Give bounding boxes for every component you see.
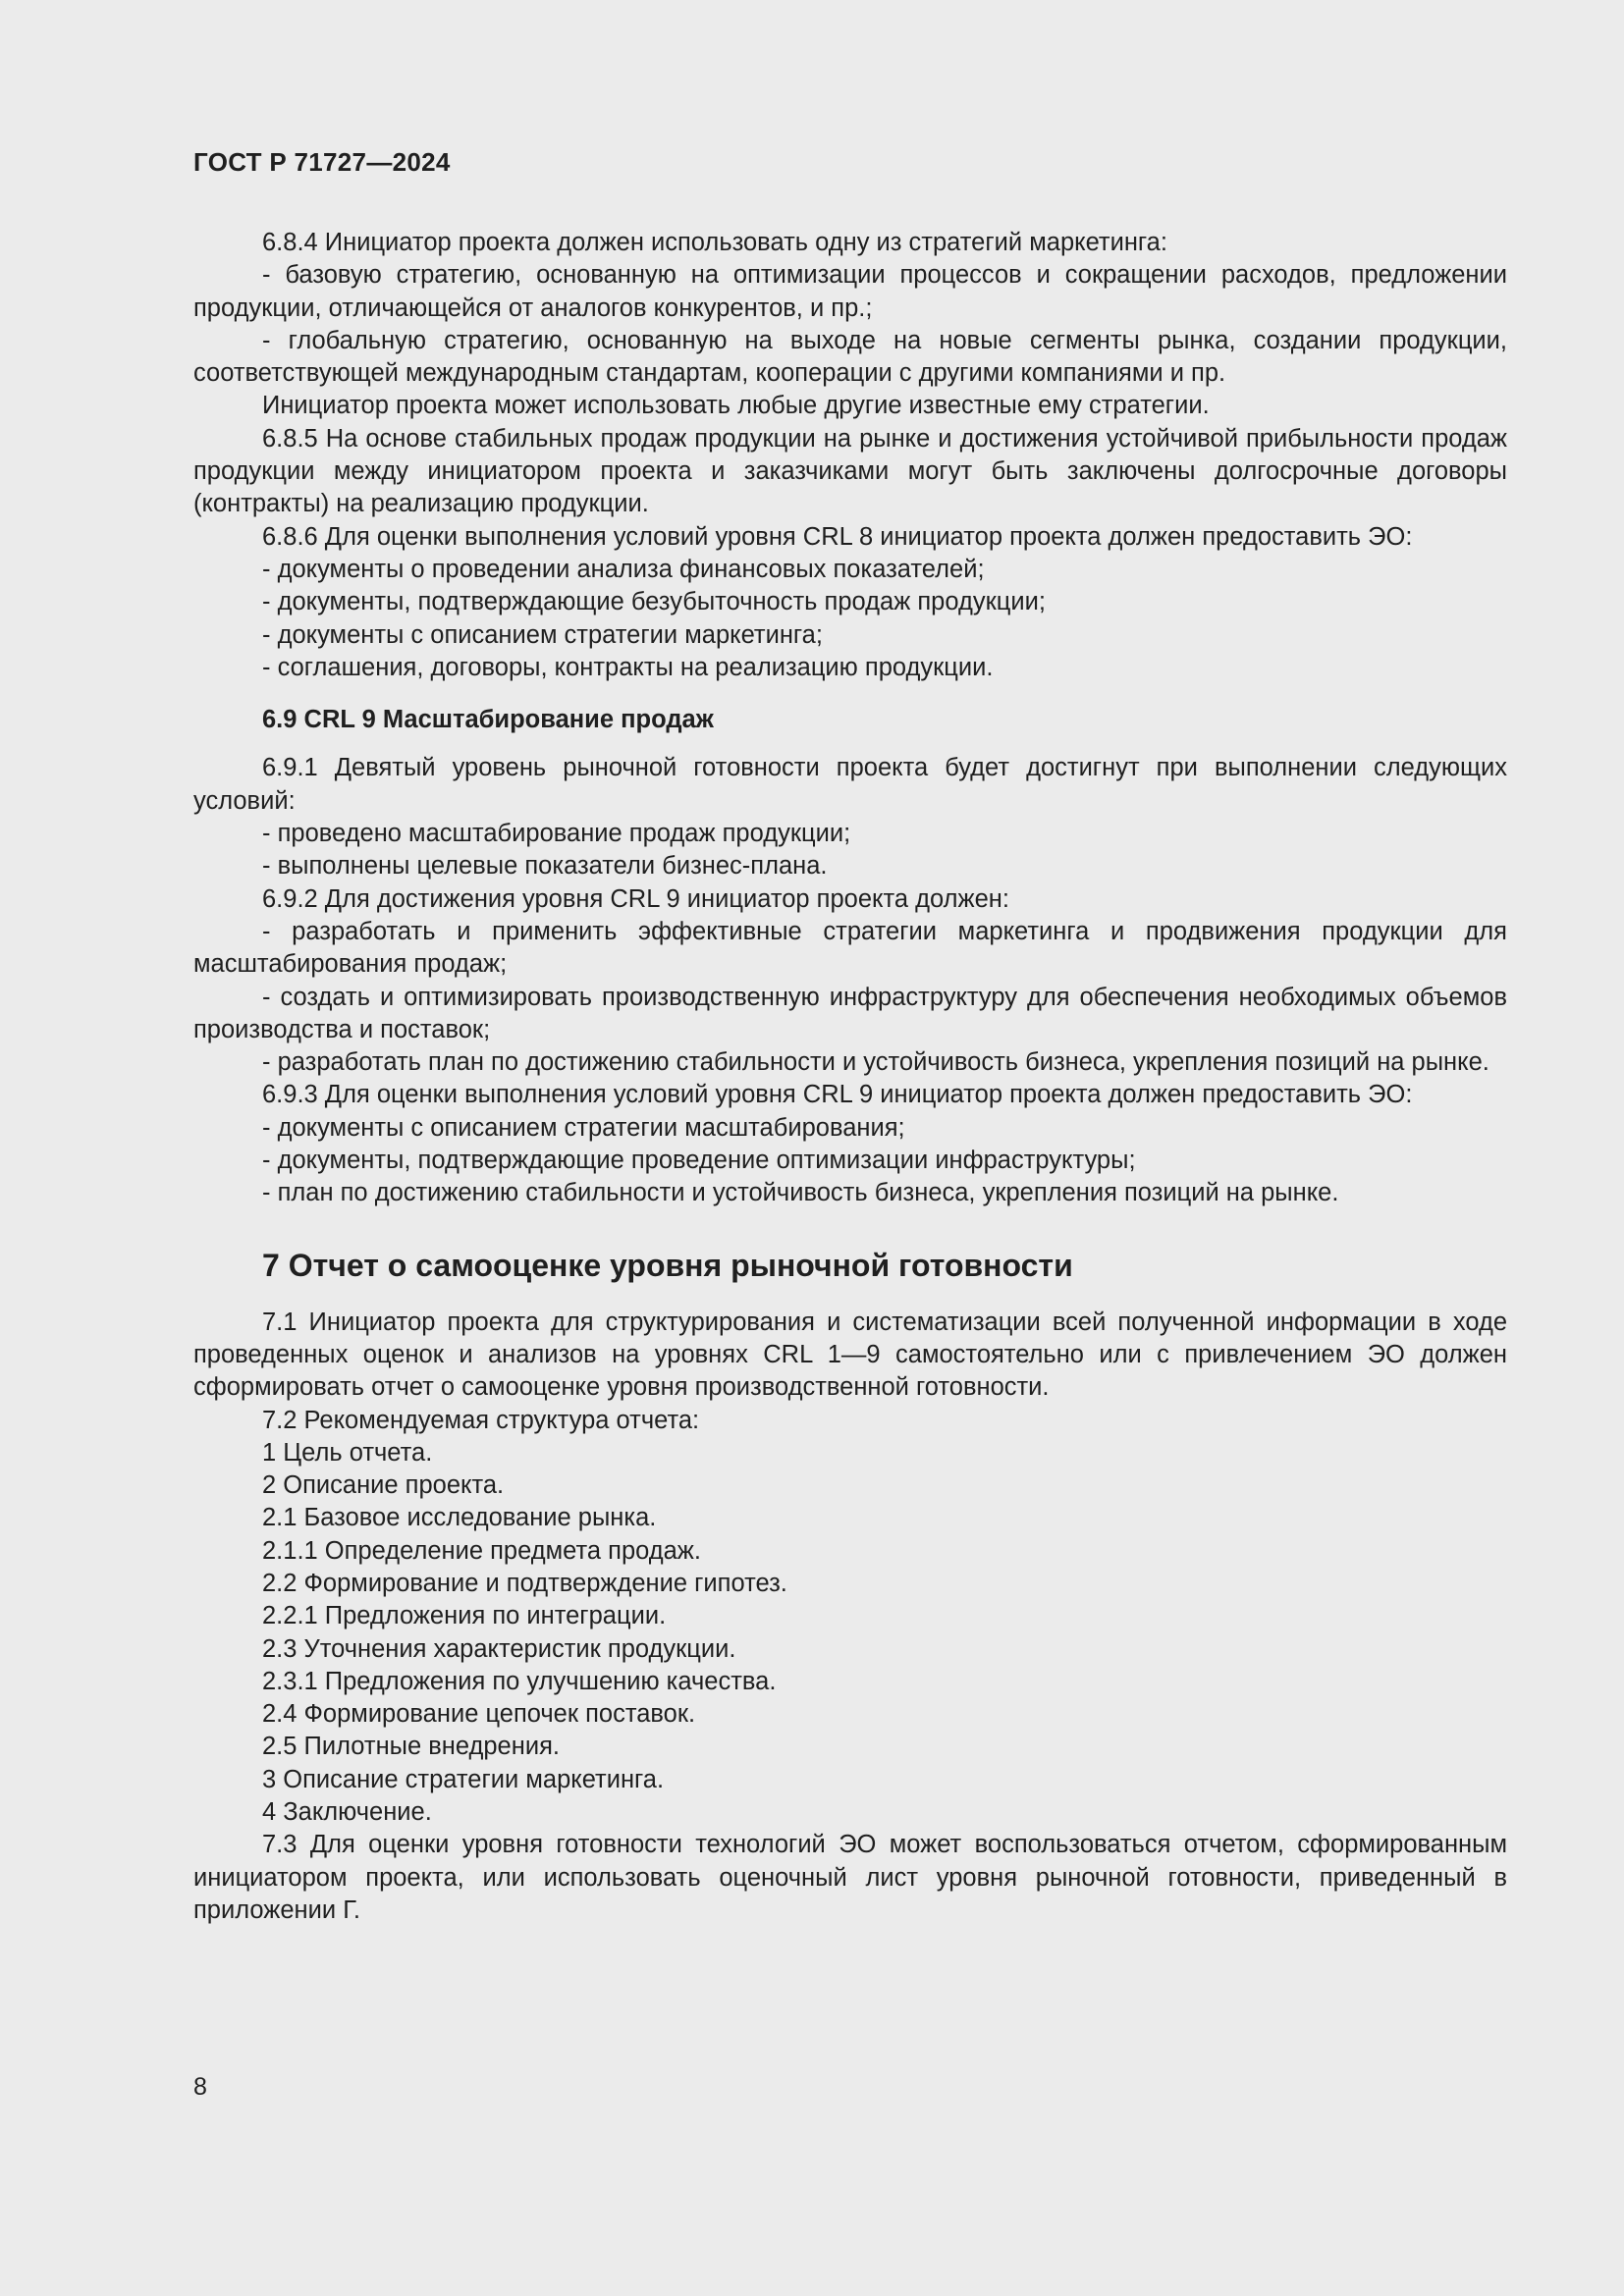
list-item: - документы о проведении анализа финансовых показателей; [262, 555, 985, 583]
structure-item: 2.2 Формирование и подтверждение гипотез. [262, 1569, 787, 1597]
list-item: - план по достижению стабильности и устойчивость бизнеса, укрепления позиций на рынке. [262, 1179, 1339, 1207]
list-item: - соглашения, договоры, контракты на реализацию продукции. [262, 653, 994, 681]
list-item: - документы, подтверждающие безубыточность продаж продукции; [262, 588, 1046, 616]
list-item: - глобальную стратегию, основанную на выходе на новые сегменты рынка, создании продукции, соответствующей международным стандартам, кооперации с другими компаниями и пр. [193, 326, 1507, 388]
paragraph: 6.8.6 Для оценки выполнения условий уровня CRL 8 инициатор проекта должен предоставить ЭО: [262, 522, 1413, 551]
section-heading: 7 Отчет о самооценке уровня рыночной готовности [262, 1247, 1073, 1283]
structure-item: 2.3 Уточнения характеристик продукции. [262, 1634, 736, 1663]
structure-item: 1 Цель отчета. [262, 1438, 433, 1467]
paragraph: 6.8.5 На основе стабильных продаж продукции на рынке и достижения устойчивой прибыльности продаж продукции между инициатором проекта и заказчиками могут быть заключены долгосрочные договоры (контракты) на реализацию продукции. [193, 424, 1507, 518]
list-item: - документы с описанием стратегии масштабирования; [262, 1113, 905, 1142]
document-body [193, 227, 1507, 1927]
paragraph: 7.1 Инициатор проекта для структурирования и систематизации всей полученной информации в ходе проведенных оценок и анализов на уровнях CRL 1—9 самостоятельно или с привлечением ЭО должен сформировать отчет о самооценке уровня производственной готовности. [193, 1308, 1507, 1402]
structure-item: 2.1.1 Определение предмета продаж. [262, 1536, 701, 1565]
paragraph: 6.8.4 Инициатор проекта должен использовать одну из стратегий маркетинга: [262, 229, 1167, 256]
structure-item: 2.3.1 Предложения по улучшению качества. [262, 1667, 777, 1695]
subsection-heading: 6.9 CRL 9 Масштабирование продаж [262, 706, 714, 734]
paragraph: 6.9.2 Для достижения уровня CRL 9 инициатор проекта должен: [262, 884, 1009, 913]
list-item: - разработать план по достижению стабильности и устойчивость бизнеса, укрепления позиций на рынке. [262, 1048, 1489, 1077]
structure-item: 2 Описание проекта. [262, 1471, 505, 1500]
list-item: - проведено масштабирование продаж продукции; [262, 820, 851, 848]
list-item: - создать и оптимизировать производственную инфраструктуру для обеспечения необходимых объемов производства и поставок; [193, 983, 1507, 1043]
document-header: ГОСТ Р 71727—2024 [193, 147, 451, 177]
list-item: - базовую стратегию, основанную на оптимизации процессов и сокращении расходов, предложении продукции, отличающейся от аналогов конкурентов, и пр.; [193, 261, 1507, 322]
structure-item: 2.2.1 Предложения по интеграции. [262, 1602, 667, 1630]
list-item: - документы, подтверждающие проведение оптимизации инфраструктуры; [262, 1147, 1136, 1175]
paragraph: 6.9.3 Для оценки выполнения условий уровня CRL 9 инициатор проекта должен предоставить ЭО: [262, 1081, 1413, 1109]
paragraph: 7.3 Для оценки уровня готовности технологий ЭО может воспользоваться отчетом, сформированным инициатором проекта, или использовать оценочный лист уровня рыночной готовности, приведенный в приложении Г. [193, 1831, 1507, 1924]
structure-item: 4 Заключение. [262, 1798, 432, 1827]
structure-item: 3 Описание стратегии маркетинга. [262, 1765, 665, 1793]
list-item: - выполнены целевые показатели бизнес-плана. [262, 852, 828, 881]
paragraph: 7.2 Рекомендуемая структура отчета: [262, 1406, 700, 1434]
structure-item: 2.1 Базовое исследование рынка. [262, 1504, 657, 1532]
paragraph: 6.9.1 Девятый уровень рыночной готовности проекта будет достигнут при выполнении следующих условий: [193, 754, 1507, 815]
list-item: - разработать и применить эффективные стратегии маркетинга и продвижения продукции для масштабирования продаж; [193, 917, 1507, 979]
page-number: 8 [193, 2073, 207, 2101]
structure-item: 2.4 Формирование цепочек поставок. [262, 1700, 696, 1729]
list-item: - документы с описанием стратегии маркетинга; [262, 620, 823, 649]
paragraph: Инициатор проекта может использовать любые другие известные ему стратегии. [262, 392, 1210, 420]
structure-item: 2.5 Пилотные внедрения. [262, 1733, 560, 1761]
